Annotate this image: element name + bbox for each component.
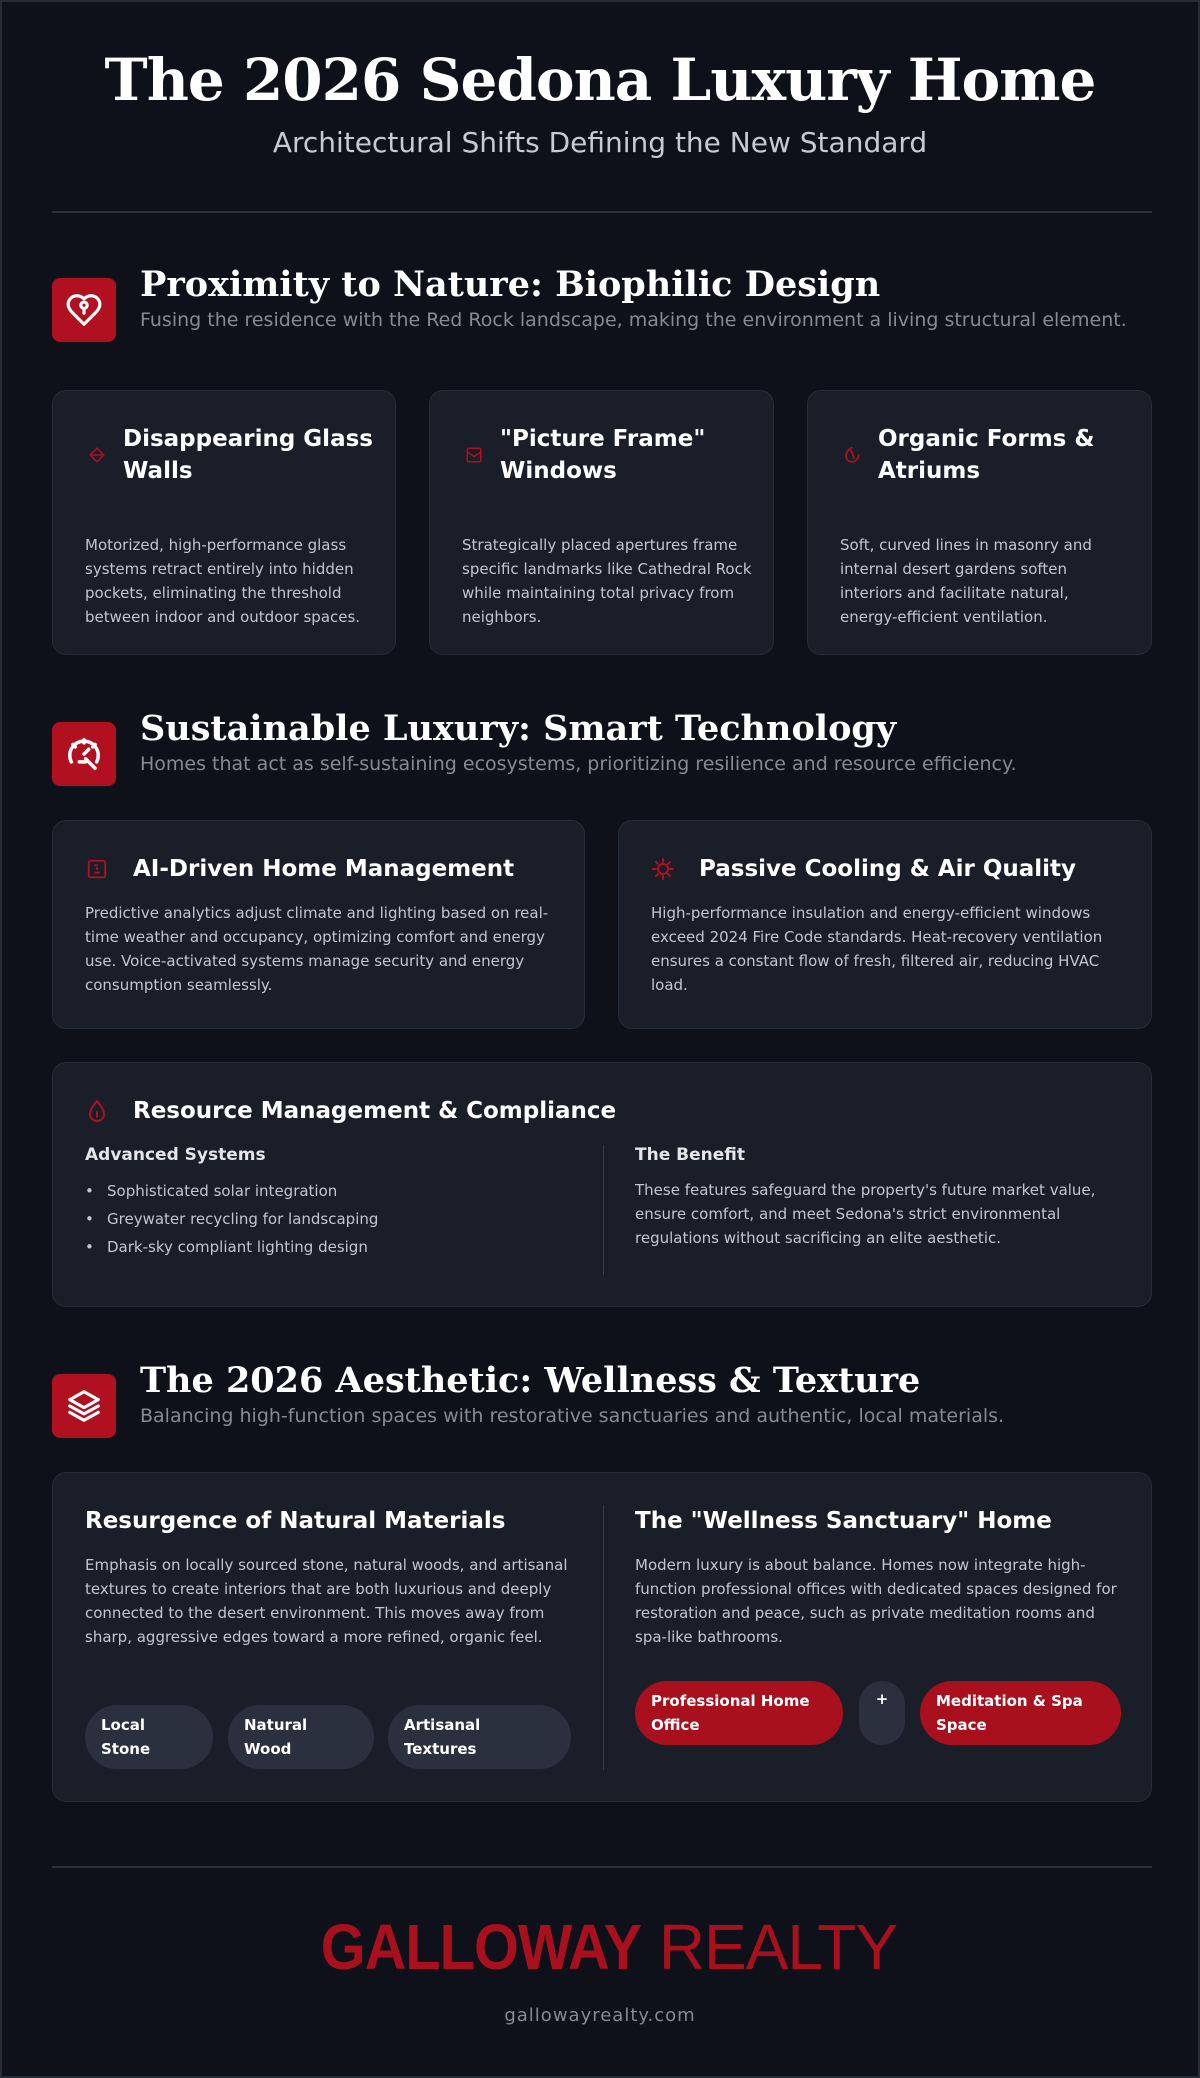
section-description: Fusing the residence with the Red Rock landscape, making the environment a living structural element. — [140, 309, 1127, 331]
card-title: Organic Forms & Atriums — [878, 426, 1095, 484]
column-divider — [603, 1505, 604, 1770]
water-drop-icon — [85, 1099, 109, 1123]
feature-card-picture-windows — [429, 390, 774, 655]
gauge-icon — [52, 722, 116, 786]
tag-natural-wood: Natural Wood — [228, 1705, 374, 1769]
column-divider — [603, 1145, 604, 1275]
card-text: Soft, curved lines in masonry and internal desert gardens soften interiors and facilitate natural, energy-efficient ventilation. — [840, 536, 1092, 626]
feature-card-passive-cooling — [618, 820, 1152, 1029]
list-item: • Greywater recycling for landscaping — [85, 1205, 565, 1233]
card-title: "Picture Frame" Windows — [500, 426, 706, 484]
diamond-icon — [85, 443, 109, 467]
feature-card-organic-forms — [807, 390, 1152, 655]
leaf-icon — [840, 443, 864, 467]
section-description: Balancing high-function spaces with restorative sanctuaries and authentic, local materials. — [140, 1405, 1005, 1427]
card-title: Resource Management & Compliance — [133, 1098, 617, 1124]
section-title: Sustainable Luxury: Smart Technology — [140, 708, 897, 749]
resource-management-card — [52, 1062, 1152, 1307]
card-title: Disappearing Glass Walls — [123, 426, 373, 484]
website-link[interactable]: gallowayrealty.com — [504, 2005, 696, 2026]
benefit-text: These features safeguard the property's future market value, ensure comfort, and meet Sedona's strict environmental regulations without sacrificing an elite aesthetic. — [635, 1181, 1096, 1247]
natural-materials-title: Resurgence of Natural Materials — [85, 1508, 506, 1534]
card-text: High-performance insulation and energy-efficient windows exceed 2024 Fire Code standards. Heat-recovery ventilation ensures a constant flow of fresh, filtered air, reducing HVAC load. — [651, 904, 1103, 994]
wellness-texture-card — [52, 1472, 1152, 1802]
logo-strong-text: GALLOWAY — [320, 1911, 642, 1983]
card-text: Strategically placed apertures frame specific landmarks like Cathedral Rock while maintaining total privacy from neighbors. — [462, 536, 752, 626]
logo-light-text: REALTY — [658, 1911, 898, 1983]
heart-icon — [52, 278, 116, 342]
benefit-label: The Benefit — [635, 1145, 745, 1165]
card-text: Motorized, high-performance glass systems retract entirely into hidden pockets, eliminating the threshold between indoor and outdoor spaces. — [85, 536, 361, 626]
divider — [52, 1866, 1152, 1868]
wellness-sanctuary-text: Modern luxury is about balance. Homes now integrate high-function professional offices with dedicated spaces designed for restoration and peace, such as private meditation rooms and spa-like bathrooms. — [635, 1556, 1117, 1646]
feature-card-glass-walls — [52, 390, 396, 655]
wellness-sanctuary-title: The "Wellness Sanctuary" Home — [635, 1508, 1052, 1534]
page-title: The 2026 Sedona Luxury Home — [104, 46, 1096, 114]
chip-icon — [85, 857, 109, 881]
picture-frame-icon — [462, 443, 486, 467]
advanced-systems-label: Advanced Systems — [85, 1145, 266, 1165]
natural-materials-text: Emphasis on locally sourced stone, natural woods, and artisanal textures to create interiors that are both luxurious and deeply connected to the desert environment. This moves away from sharp, aggressive edges toward a more refined, organic feel. — [85, 1556, 568, 1646]
card-title: AI-Driven Home Management — [133, 856, 515, 882]
plus-sign: + — [859, 1681, 905, 1745]
section-title: The 2026 Aesthetic: Wellness & Texture — [140, 1360, 921, 1401]
section-title: Proximity to Nature: Biophilic Design — [140, 264, 881, 305]
list-item: • Sophisticated solar integration — [85, 1177, 565, 1205]
feature-card-ai-management — [52, 820, 585, 1029]
tag-local-stone: Local Stone — [85, 1705, 213, 1769]
galloway-realty-logo — [2, 1912, 1198, 1982]
tag-artisanal-textures: Artisanal Textures — [388, 1705, 571, 1769]
pill-professional-office: Professional Home Office — [635, 1681, 843, 1745]
card-text: Predictive analytics adjust climate and lighting based on real-time weather and occupancy, optimizing comfort and energy use. Voice-activated systems manage security and energy consumption seamlessly. — [85, 904, 549, 994]
card-title: Passive Cooling & Air Quality — [699, 856, 1077, 882]
section-description: Homes that act as self-sustaining ecosystems, prioritizing resilience and resource efficiency. — [140, 753, 1017, 775]
list-item: • Dark-sky compliant lighting design — [85, 1233, 565, 1261]
sun-icon — [651, 857, 675, 881]
advanced-systems-list — [85, 1177, 565, 1261]
layers-icon — [52, 1374, 116, 1438]
divider — [52, 211, 1152, 213]
page-subtitle: Architectural Shifts Defining the New Standard — [272, 126, 928, 159]
pill-meditation-spa: Meditation & Spa Space — [920, 1681, 1121, 1745]
